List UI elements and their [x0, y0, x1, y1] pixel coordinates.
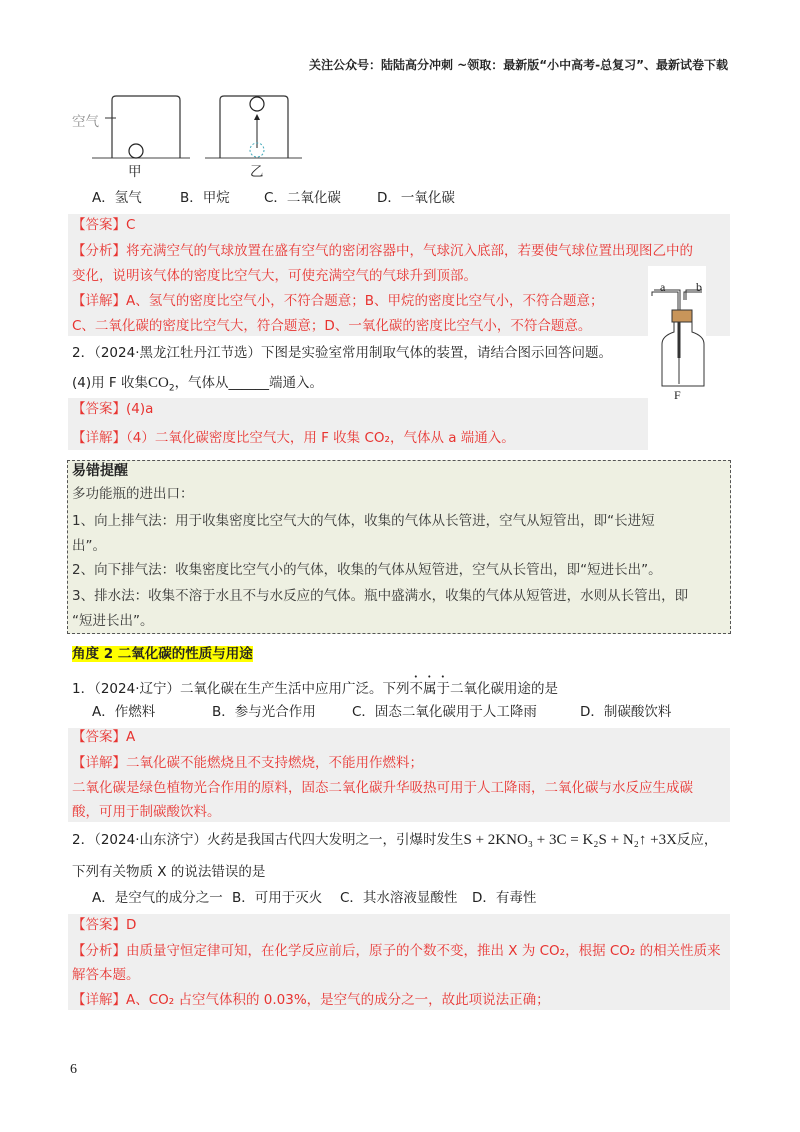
gas-bottle-figure: [648, 266, 706, 406]
text-line: [72, 399, 153, 419]
analysis-tag: 【分析】: [72, 943, 126, 959]
option-a: A．氢气: [92, 190, 142, 206]
text-line: [72, 428, 515, 448]
text-line: [72, 941, 721, 961]
detail-text: A、CO₂ 占空气体积的 0.03%，是空气的成分之一，故此项说法正确；: [126, 992, 550, 1008]
answer-value: A: [126, 729, 136, 745]
answer-value: (4)a: [126, 401, 154, 417]
question-stem: [72, 673, 558, 699]
option-a: A．作燃料: [92, 704, 156, 720]
answer-tag: 【答案】: [72, 917, 126, 933]
balloon-figure: [70, 92, 320, 182]
tip-line: 3、排水法：收集不溶于水且不与水反应的气体。瓶中盛满水，收集的气体从短管进，水则从长管出，即: [72, 588, 689, 604]
detail-text: 二氧化碳是绿色植物光合作用的原料，固态二氧化碳升华吸热可用于人工降雨，二氧化碳与水反应生成碳: [72, 780, 693, 796]
sub-question: [72, 373, 323, 399]
sub-post: ，气体从______端通入。: [174, 375, 324, 391]
detail-tag: 【详解】: [72, 992, 126, 1008]
detail-tag: 【详解】: [72, 293, 126, 309]
question-stem-2: 下列有关物质 X 的说法错误的是: [72, 864, 266, 880]
detail-text: A、氢气的密度比空气小，不符合题意；B、甲烷的密度比空气小，不符合题意；: [126, 293, 604, 309]
tip-line: “短进长出”。: [72, 613, 154, 629]
option-c: C．二氧化碳: [264, 190, 341, 206]
label-air: 空气: [72, 114, 99, 130]
tip-line: 出”。: [72, 538, 106, 554]
question-stem: 2．（2024·黑龙江牡丹江节选）下图是实验室常用制取气体的装置，请结合图示回答问题。: [72, 345, 612, 361]
detail-tag: 【详解】: [72, 430, 126, 446]
answer-value: C: [126, 217, 136, 233]
option-b: B．甲烷: [180, 190, 230, 206]
option-a: A．是空气的成分之一: [92, 890, 223, 906]
stem-emphasis: 不属于: [409, 681, 450, 697]
text-line: [72, 990, 550, 1010]
question-stem: [72, 830, 717, 850]
detail-text: 二氧化碳不能燃烧且不支持燃烧，不能用作燃料；: [126, 755, 423, 771]
label-yi: 乙: [250, 164, 264, 180]
answer-tag: 【答案】: [72, 217, 126, 233]
reaction-formula: S + 2KNO₃ + 3C = K₂S + N₂↑ +3X: [463, 832, 677, 848]
sub-pre: (4)用 F 收集: [72, 375, 148, 391]
answer-line: [72, 215, 135, 235]
stem-pre: 2．（2024·山东济宁）火药是我国古代四大发明之一，引爆时发生: [72, 832, 464, 848]
tip-line: 1、向上排气法：用于收集密度比空气大的气体，收集的气体从长管进，空气从短管出，即“长进短: [72, 513, 655, 529]
answer-tag: 【答案】: [72, 729, 126, 745]
stem-pre: 1．（2024·辽宁）二氧化碳在生产生活中应用广泛。下列: [72, 681, 410, 697]
text-line: [72, 727, 135, 747]
analysis-line: [72, 241, 693, 261]
option-b: B．可用于灭火: [232, 890, 323, 906]
option-c: C．固态二氧化碳用于人工降雨: [352, 704, 537, 720]
detail-text: C、二氧化碳的密度比空气大，符合题意；D、一氧化碳的密度比空气小，不符合题意。: [72, 318, 592, 334]
section-title: 角度 2 二氧化碳的性质与用途: [72, 646, 253, 662]
co2-subscript: 2: [168, 383, 175, 394]
option-b: B．参与光合作用: [212, 704, 316, 720]
analysis-text: 变化，说明该气体的密度比空气大，可使充满空气的气球升到顶部。: [72, 268, 477, 284]
answer-tag: 【答案】: [72, 401, 126, 417]
detail-text: （4）二氧化碳密度比空气大，用 F 收集 CO₂，气体从 a 端通入。: [126, 430, 515, 446]
detail-line: [72, 291, 604, 311]
port-a-label: a: [660, 280, 666, 294]
label-jia: 甲: [128, 164, 142, 180]
analysis-text: 解答本题。: [72, 967, 140, 983]
stem-post: 二氧化碳用途的是: [450, 681, 558, 697]
tip-title: 易错提醒: [72, 463, 128, 479]
answer-value: D: [126, 917, 137, 933]
option-d: D．有毒性: [472, 890, 537, 906]
option-d: D．制碳酸饮料: [580, 704, 672, 720]
detail-text: 酸，可用于制碳酸饮料。: [72, 804, 221, 820]
option-c: C．其水溶液显酸性: [340, 890, 458, 906]
detail-tag: 【详解】: [72, 755, 126, 771]
stem-post: 反应，: [676, 832, 718, 848]
text-line: [72, 753, 423, 773]
analysis-text: 由质量守恒定律可知，在化学反应前后，原子的个数不变，推出 X 为 CO₂，根据 CO₂ 的相关性质来: [126, 943, 721, 959]
option-d: D．一氧化碳: [377, 190, 455, 206]
port-b-label: b: [696, 280, 702, 294]
header-notice: 关注公众号：陆陆高分冲刺 ~领取：最新版“小中高考-总复习”、最新试卷下载: [309, 58, 728, 72]
text-line: [72, 915, 136, 935]
tip-line: 2、向下排气法：收集密度比空气小的气体，收集的气体从短管进，空气从长管出，即“短进长出”。: [72, 562, 662, 578]
analysis-text: 将充满空气的气球放置在盛有空气的密闭容器中，气球沉入底部，若要使气球位置出现图乙中的: [126, 243, 693, 259]
analysis-tag: 【分析】: [72, 243, 126, 259]
text-line: [72, 644, 253, 664]
bottle-label: F: [674, 388, 681, 402]
page-number: 6: [70, 1062, 77, 1077]
co2-formula: CO: [147, 375, 169, 391]
tip-line: 多功能瓶的进出口：: [72, 486, 194, 502]
